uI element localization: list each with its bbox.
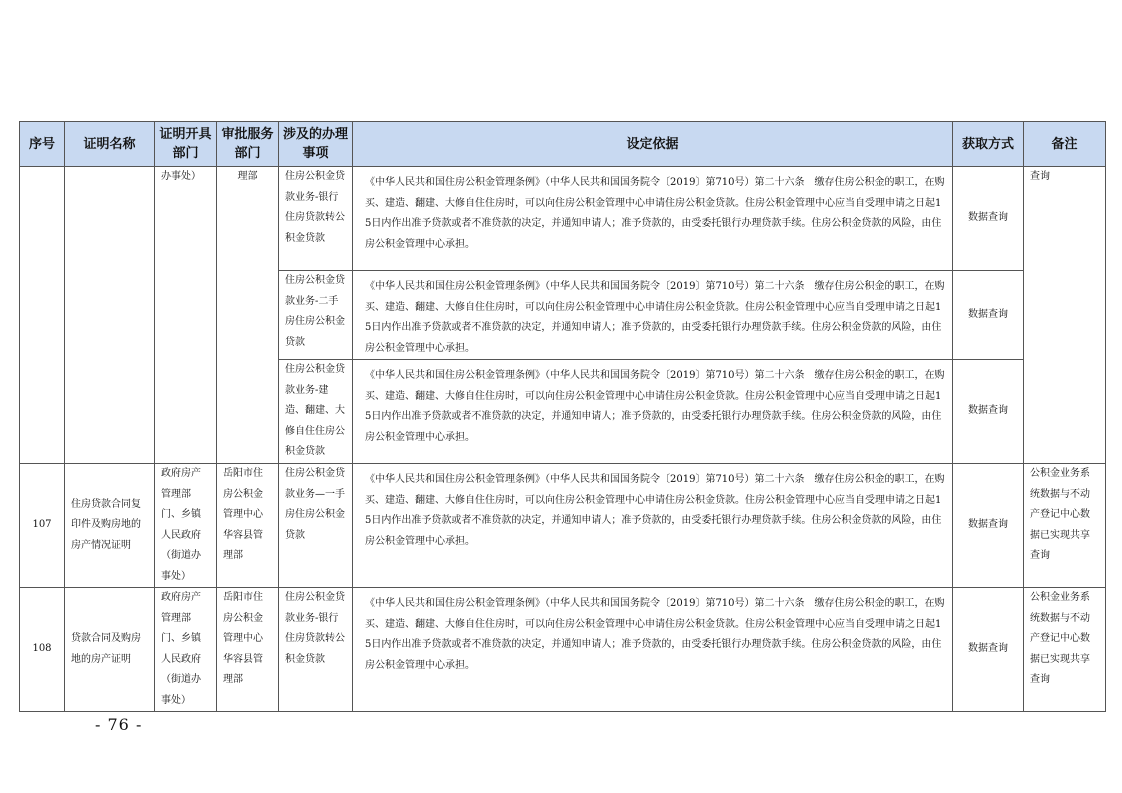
cont-issuing-dept-cell <box>155 167 217 464</box>
method-cell <box>953 167 1024 271</box>
table-row <box>20 588 1106 712</box>
row-no: 107 <box>20 464 65 588</box>
header-issuing-dept: 证明开具部门 <box>155 122 217 167</box>
matter-text: 住房公积金贷款业务—一手房住房公积金贷款 <box>285 468 345 541</box>
cont-remark: 查询 <box>1030 171 1050 182</box>
method-text: 数据查询 <box>968 643 1008 655</box>
matter-text: 住房公积金贷款业务-银行住房贷款转公积金贷款 <box>285 171 345 244</box>
basis-cell <box>353 360 953 464</box>
cont-approval-dept-cell <box>217 167 279 464</box>
basis-text: 《中华人民共和国住房公积金管理条例》（中华人民共和国国务院令〔2019〕第710号）第二十六条 缴存住房公积金的职工，在购买、建造、翻建、大修自住住房时，可以向住房公积金管理中心申请住房公积金贷款。住房公积金管理中心应当自受理申请之日起15日内作出准予贷款或者不准贷款的决定，并通知申请人；准予贷款的，由受委托银行办理贷款手续。住房公积金贷款的风险，由住房公积金管理中心承担。 <box>365 370 945 443</box>
row-no: 108 <box>20 588 65 712</box>
issuing-dept-cell <box>155 588 217 712</box>
method-cell <box>953 588 1024 712</box>
approval-dept-cell <box>217 464 279 588</box>
matter-cell <box>279 464 353 588</box>
method-cell <box>953 271 1024 360</box>
issuing-dept: 政府房产管理部门、乡镇人民政府（街道办事处） <box>161 468 201 582</box>
matter-cell <box>279 271 353 360</box>
certificate-table <box>19 121 1106 712</box>
basis-cell <box>353 167 953 271</box>
matter-cell <box>279 588 353 712</box>
header-method: 获取方式 <box>953 122 1024 167</box>
issuing-dept: 政府房产管理部门、乡镇人民政府（街道办事处） <box>161 592 201 706</box>
basis-text: 《中华人民共和国住房公积金管理条例》（中华人民共和国国务院令〔2019〕第710号）第二十六条 缴存住房公积金的职工，在购买、建造、翻建、大修自住住房时，可以向住房公积金管理中心申请住房公积金贷款。住房公积金管理中心应当自受理申请之日起15日内作出准予贷款或者不准贷款的决定，并通知申请人；准予贷款的，由受委托银行办理贷款手续。住房公积金贷款的风险，由住房公积金管理中心承担。 <box>365 474 945 547</box>
method-text: 数据查询 <box>968 405 1008 417</box>
cont-no-cell <box>20 167 65 464</box>
method-text: 数据查询 <box>968 519 1008 531</box>
method-text: 数据查询 <box>968 308 1008 320</box>
page-number: - 76 - <box>95 715 143 734</box>
matter-cell <box>279 167 353 271</box>
matter-text: 住房公积金贷款业务-建造、翻建、大修自住住房公积金贷款 <box>285 364 345 457</box>
cont-approval-dept: 理部 <box>237 171 258 182</box>
method-cell <box>953 360 1024 464</box>
header-name: 证明名称 <box>65 122 155 167</box>
matter-cell <box>279 360 353 464</box>
basis-text: 《中华人民共和国住房公积金管理条例》（中华人民共和国国务院令〔2019〕第710号）第二十六条 缴存住房公积金的职工，在购买、建造、翻建、大修自住住房时，可以向住房公积金管理中心申请住房公积金贷款。住房公积金管理中心应当自受理申请之日起15日内作出准予贷款或者不准贷款的决定，并通知申请人；准予贷款的，由受委托银行办理贷款手续。住房公积金贷款的风险，由住房公积金管理中心承担。 <box>365 177 945 250</box>
method-text: 数据查询 <box>968 212 1008 224</box>
remark-cell <box>1024 588 1106 712</box>
approval-dept: 岳阳市住房公积金管理中心华容县管理部 <box>223 468 263 561</box>
remark-cell <box>1024 464 1106 588</box>
certificate-name: 住房贷款合同复印件及购房地的房产情况证明 <box>71 498 141 551</box>
cont-remark-cell <box>1024 167 1106 464</box>
certificate-name: 贷款合同及购房地的房产证明 <box>71 633 141 665</box>
method-cell <box>953 464 1024 588</box>
matter-text: 住房公积金贷款业务-银行住房贷款转公积金贷款 <box>285 592 345 665</box>
header-no: 序号 <box>20 122 65 167</box>
issuing-dept-cell <box>155 464 217 588</box>
header-matter: 涉及的办理事项 <box>279 122 353 167</box>
remark-text: 公积金业务系统数据与不动产登记中心数据已实现共享查询 <box>1030 592 1090 685</box>
table-header-row <box>20 122 1106 167</box>
name-cell <box>65 588 155 712</box>
cont-issuing-dept: 办事处） <box>161 171 201 182</box>
basis-cell <box>353 588 953 712</box>
table-row <box>20 167 1106 271</box>
basis-text: 《中华人民共和国住房公积金管理条例》（中华人民共和国国务院令〔2019〕第710号）第二十六条 缴存住房公积金的职工，在购买、建造、翻建、大修自住住房时，可以向住房公积金管理中心申请住房公积金贷款。住房公积金管理中心应当自受理申请之日起15日内作出准予贷款或者不准贷款的决定，并通知申请人；准予贷款的，由受委托银行办理贷款手续。住房公积金贷款的风险，由住房公积金管理中心承担。 <box>365 281 945 354</box>
header-approval-dept: 审批服务部门 <box>217 122 279 167</box>
table-row <box>20 464 1106 588</box>
basis-cell <box>353 271 953 360</box>
matter-text: 住房公积金贷款业务-二手房住房公积金贷款 <box>285 275 345 348</box>
basis-text: 《中华人民共和国住房公积金管理条例》（中华人民共和国国务院令〔2019〕第710号）第二十六条 缴存住房公积金的职工，在购买、建造、翻建、大修自住住房时，可以向住房公积金管理中心申请住房公积金贷款。住房公积金管理中心应当自受理申请之日起15日内作出准予贷款或者不准贷款的决定，并通知申请人；准予贷款的，由受委托银行办理贷款手续。住房公积金贷款的风险，由住房公积金管理中心承担。 <box>365 598 945 671</box>
basis-cell <box>353 464 953 588</box>
header-remark: 备注 <box>1024 122 1106 167</box>
cont-name-cell <box>65 167 155 464</box>
approval-dept: 岳阳市住房公积金管理中心华容县管理部 <box>223 592 263 685</box>
name-cell <box>65 464 155 588</box>
header-basis: 设定依据 <box>353 122 953 167</box>
approval-dept-cell <box>217 588 279 712</box>
remark-text: 公积金业务系统数据与不动产登记中心数据已实现共享查询 <box>1030 468 1090 561</box>
certificate-table-sheet <box>19 121 1105 712</box>
